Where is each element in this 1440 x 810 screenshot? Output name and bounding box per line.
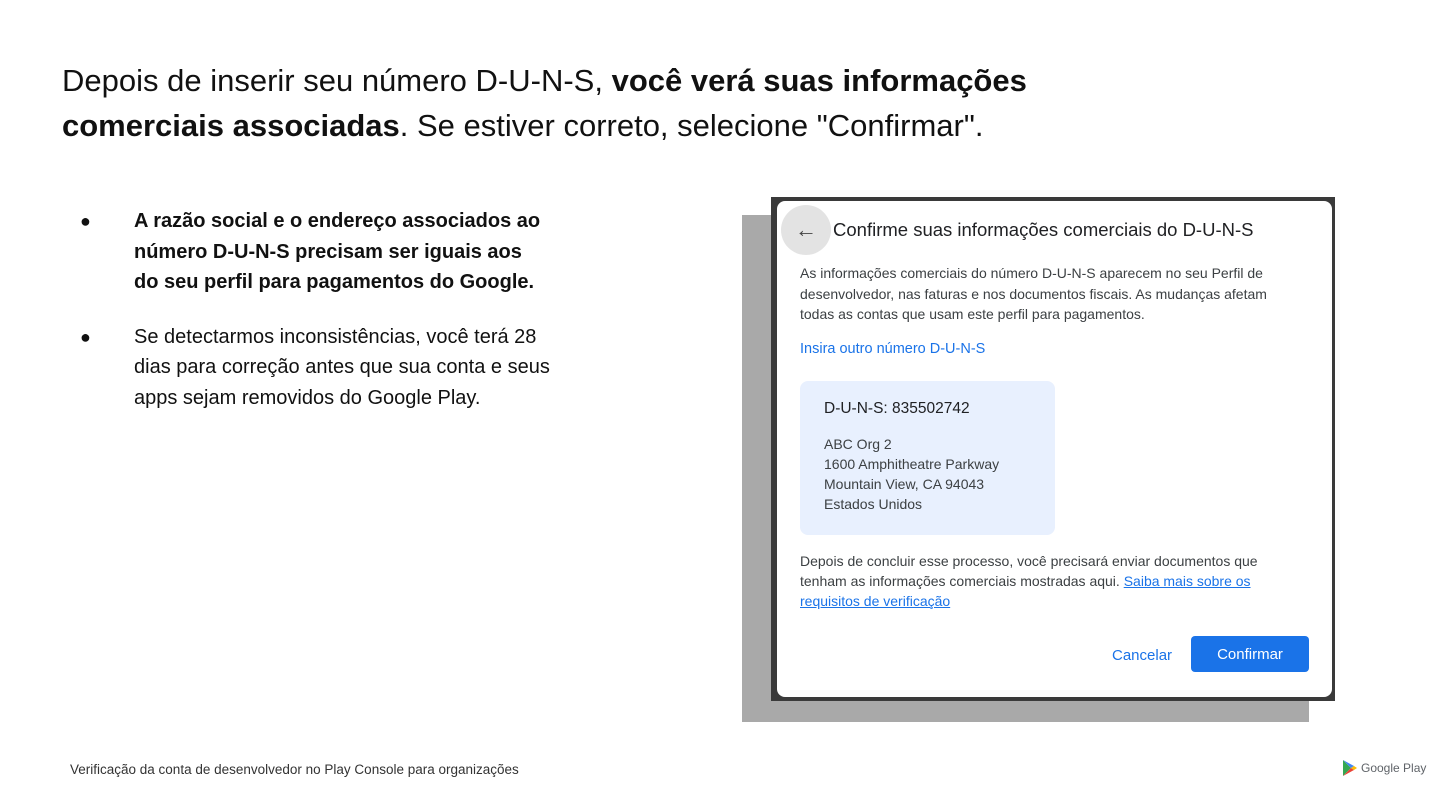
bullet-icon: ●	[80, 326, 91, 347]
logo-text: Google Play	[1361, 761, 1427, 775]
title-text: Depois de inserir seu número D-U-N-S,	[62, 63, 612, 98]
bullet-list	[80, 206, 550, 437]
play-logo-icon	[1343, 760, 1357, 776]
business-address	[824, 434, 1031, 514]
footer-text: Verificação da conta de desenvolvedor no Play Console para organizações	[70, 762, 519, 777]
bullet-icon: ●	[80, 211, 91, 231]
after-text-body: Depois de concluir esse processo, você precisará enviar documentos que tenham as informações comerciais mostradas aqui.	[800, 553, 1258, 589]
slide-title	[62, 58, 1112, 148]
title-bold: você verá suas informações comerciais associadas	[62, 63, 1027, 143]
google-play-logo	[1343, 760, 1426, 776]
learn-more-link[interactable]: Saiba mais sobre os requisitos de verificação	[800, 573, 1251, 609]
bullet-text: A razão social e o endereço associados ao número D-U-N-S precisam ser iguais aos do seu perfil para pagamentos do Google.	[134, 210, 541, 293]
duns-number: D-U-N-S: 835502742	[824, 400, 970, 417]
address-line: 1600 Amphitheatre Parkway	[824, 456, 1000, 472]
duns-info-card	[800, 381, 1055, 535]
bullet-text: Se detectarmos inconsistências, você terá 28 dias para correção antes que sua conta e seus apps sejam removidos do Google Play.	[134, 325, 550, 409]
confirm-button[interactable]: Confirmar	[1191, 636, 1309, 672]
title-text-end: . Se estiver correto, selecione "Confirmar".	[399, 108, 984, 143]
address-line: Mountain View, CA 94043	[824, 476, 985, 492]
screenshot-frame	[771, 197, 1335, 701]
address-line: Estados Unidos	[824, 496, 923, 512]
confirm-duns-dialog	[777, 201, 1332, 697]
address-line: ABC Org 2	[824, 436, 892, 452]
other-duns-link[interactable]: Insira outro número D-U-N-S	[800, 341, 986, 357]
back-arrow-icon[interactable]: ←	[781, 205, 831, 255]
bullet-item	[80, 322, 550, 414]
cancel-button[interactable]: Cancelar	[1112, 647, 1173, 664]
dialog-description: As informações comerciais do número D-U-N-S aparecem no seu Perfil de desenvolvedor, nas faturas e nos documentos fiscais. As mudanças afetam todas as contas que usam este perfil para pagamentos.	[800, 265, 1267, 322]
bullet-item	[80, 206, 550, 298]
after-text	[800, 551, 1300, 611]
dialog-title: Confirme suas informações comerciais do D-U-N-S	[833, 219, 1254, 240]
